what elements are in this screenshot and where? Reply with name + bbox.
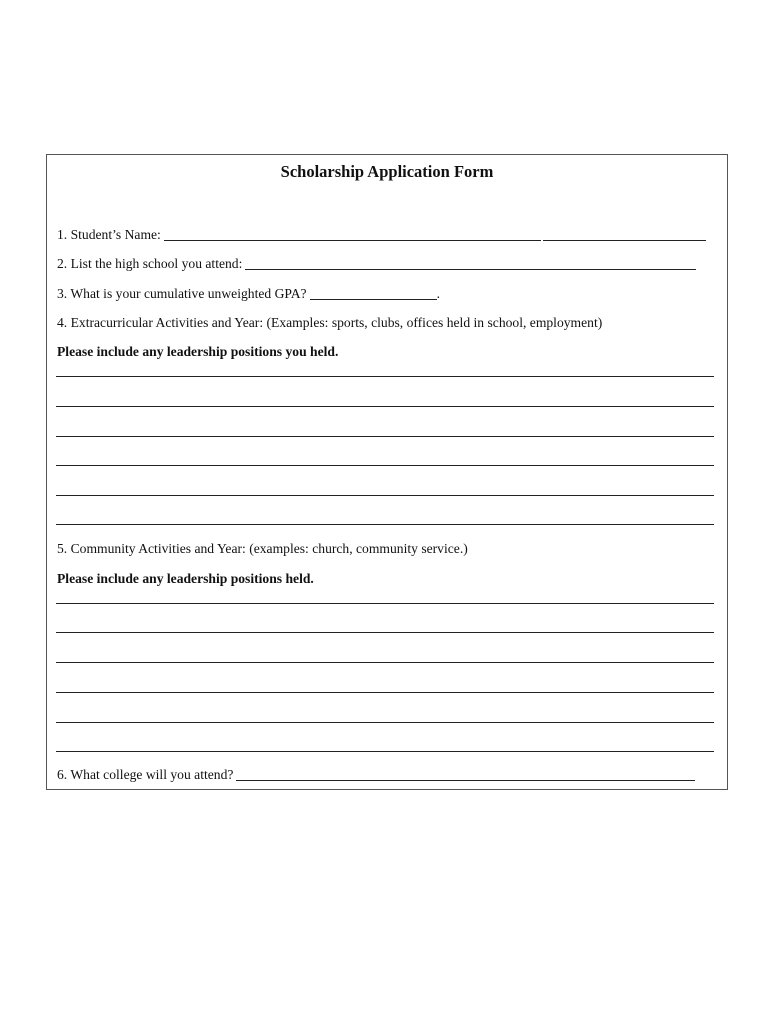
community-leadership-note: Please include any leadership positions held. <box>57 571 314 586</box>
student-name-field-extension[interactable] <box>543 228 706 241</box>
gpa-field[interactable] <box>310 287 437 300</box>
community-line-3[interactable] <box>56 662 714 663</box>
student-name-field[interactable] <box>164 228 541 241</box>
community-line-4[interactable] <box>56 692 714 693</box>
gpa-period: . <box>436 286 440 301</box>
question-community: 5. Community Activities and Year: (examples: church, community service.) <box>57 541 468 556</box>
college-field[interactable] <box>236 768 695 781</box>
high-school-label: 2. List the high school you attend: <box>57 256 243 271</box>
extracurricular-leadership-note: Please include any leadership positions you held. <box>57 344 339 359</box>
question-high-school <box>57 256 696 272</box>
form-title: Scholarship Application Form <box>280 162 494 181</box>
question-student-name <box>57 227 706 243</box>
community-line-5[interactable] <box>56 722 714 723</box>
extracurricular-line-6[interactable] <box>56 524 714 525</box>
application-form <box>46 154 728 790</box>
extracurricular-line-1[interactable] <box>56 376 714 377</box>
question-gpa <box>57 286 440 302</box>
gpa-label: 3. What is your cumulative unweighted GPA? <box>57 286 307 301</box>
high-school-field[interactable] <box>245 257 696 270</box>
student-name-label: 1. Student’s Name: <box>57 227 161 242</box>
community-line-1[interactable] <box>56 603 714 604</box>
extracurricular-line-3[interactable] <box>56 436 714 437</box>
extracurricular-line-4[interactable] <box>56 465 714 466</box>
community-line-2[interactable] <box>56 632 714 633</box>
college-label: 6. What college will you attend? <box>57 767 234 782</box>
community-line-6[interactable] <box>56 751 714 752</box>
extracurricular-line-5[interactable] <box>56 495 714 496</box>
question-extracurricular: 4. Extracurricular Activities and Year: (Examples: sports, clubs, offices held in school, employment) <box>57 315 603 330</box>
extracurricular-line-2[interactable] <box>56 406 714 407</box>
question-college <box>57 767 695 783</box>
